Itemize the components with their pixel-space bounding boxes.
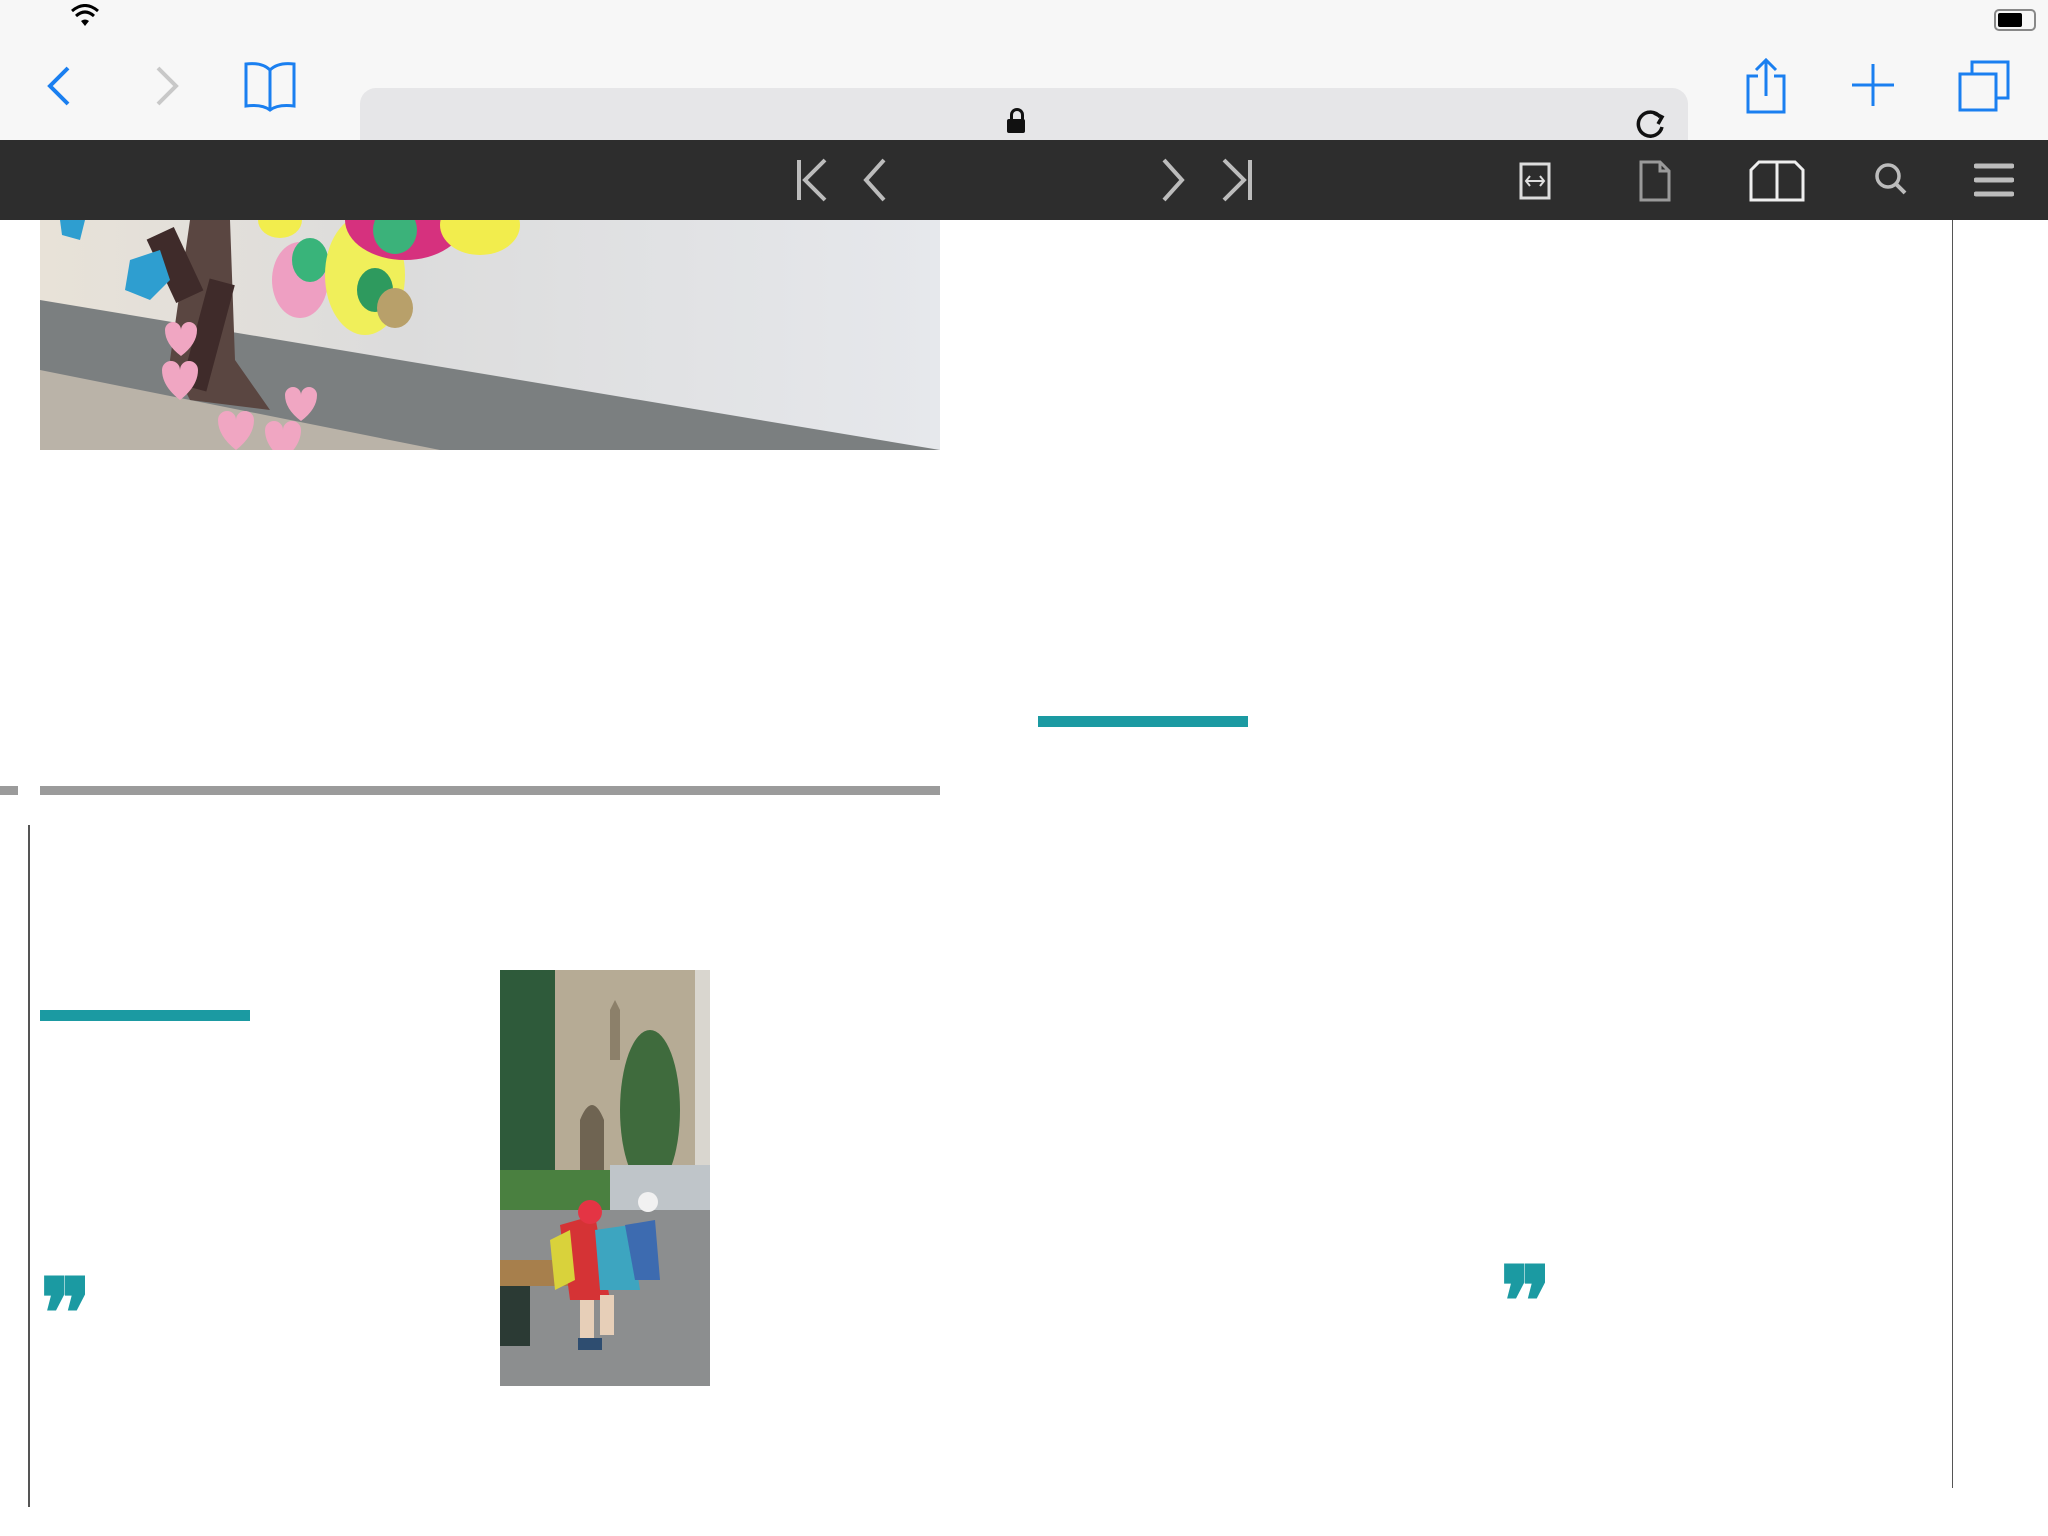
byline-accent-bar [40,1010,250,1021]
newspaper-spread [0,220,2048,1536]
tabs-icon[interactable] [1958,60,2010,121]
forward-button[interactable] [152,64,182,117]
viewer-toolbar [0,140,2048,220]
lock-icon [1007,119,1025,133]
section-divider [40,786,940,795]
browser-toolbar [0,40,2048,140]
quote-mark-icon: ❞ [1500,1245,1552,1358]
story2-pull-quote [40,1257,250,1370]
byline-accent-bar [1038,716,1248,727]
share-icon[interactable] [1744,58,1788,123]
status-bar [0,0,2048,40]
back-button[interactable] [44,64,74,117]
rule-tree-photo [40,220,940,450]
battery-icon [1994,9,2036,31]
wifi-icon [70,4,100,35]
column-divider [1952,220,1953,1488]
news-briefs-sidebar [1962,220,2048,1510]
main-pull-quote [1500,1245,1710,1358]
romania-photo [500,970,710,1386]
quote-mark-icon: ❞ [40,1257,92,1370]
new-tab-icon[interactable] [1850,62,1896,117]
bookmarks-icon[interactable] [242,60,298,121]
section-divider [0,786,18,795]
column-divider [28,825,30,1507]
